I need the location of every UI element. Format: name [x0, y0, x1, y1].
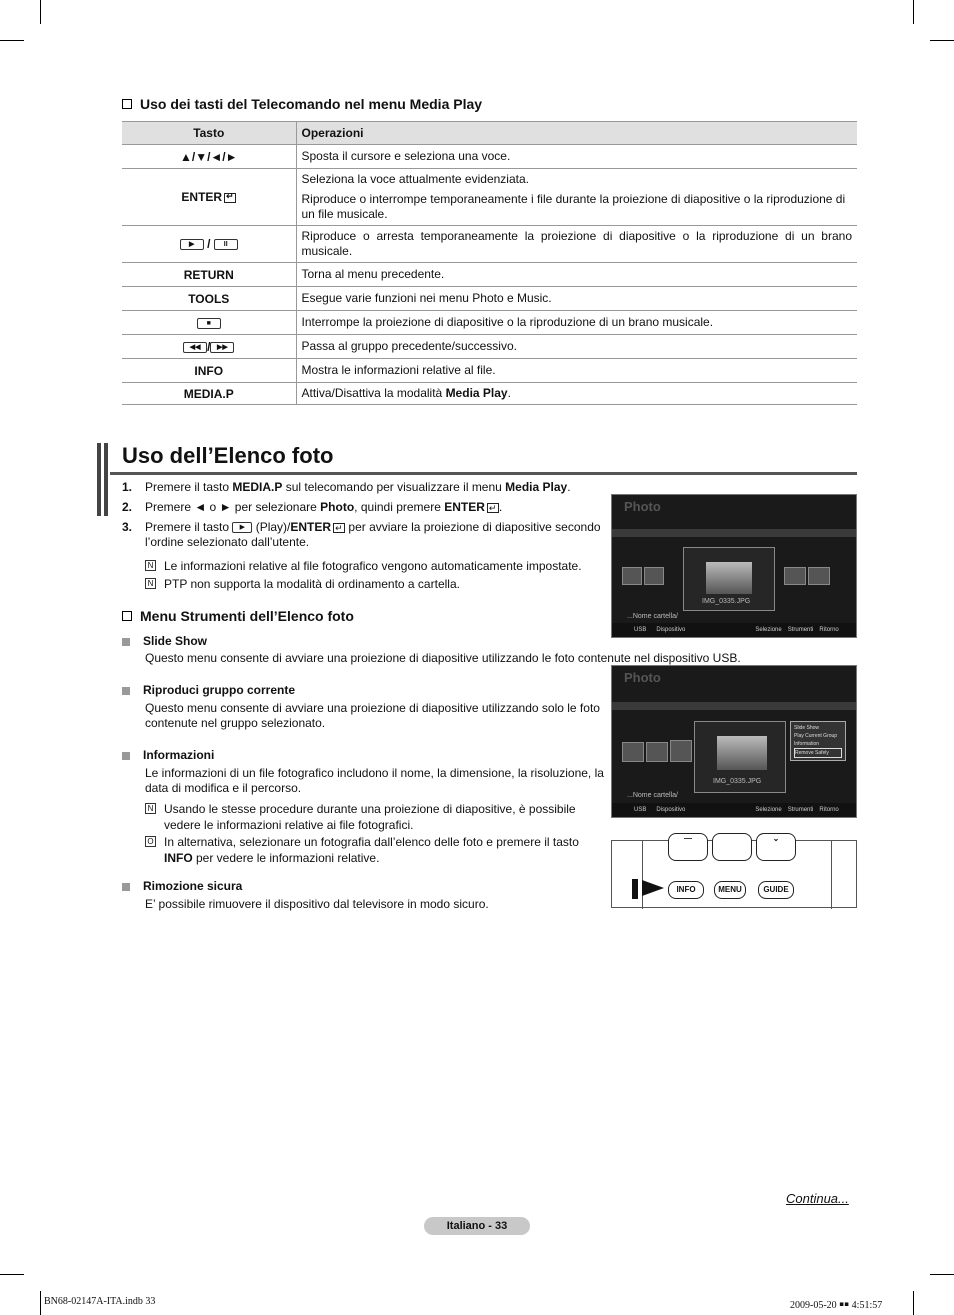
screen-footer: USB Dispositivo Selezione Strumenti Ritorno — [612, 623, 856, 637]
remote-keys-heading: Uso dei tasti del Telecomando nel menu Media Play — [122, 96, 482, 112]
square-bullet-icon — [122, 883, 130, 891]
list-item: 1. Premere il tasto MEDIA.P sul telecomando per visualizzare il menu Media Play. — [122, 480, 571, 494]
photo-tools-screen — [611, 665, 857, 818]
key-cell: RETURN — [122, 263, 296, 287]
table-row: ENTER↵ Seleziona la voce attualmente evidenziata. Riproduce o interrompe temporaneamente i file durante la proiezione di diapositive o la riproduzione di un file musicale. — [122, 169, 857, 226]
file-name: IMG_0335.JPG — [713, 778, 762, 785]
page-title: Uso dell’Elenco foto — [122, 443, 334, 468]
menu-item-slide-show: Slide Show Questo menu consente di avviare una proiezione di diapositive utilizzando le foto contenute nel dispositivo USB. — [145, 634, 765, 666]
key-cell: ▲/▼/◄/► — [122, 145, 296, 169]
table-row: RETURN Torna al menu precedente. — [122, 263, 857, 287]
thumbnail — [644, 567, 664, 585]
popup-item[interactable]: Play Current Group — [794, 733, 838, 739]
thumbnail — [670, 740, 692, 762]
print-file-name: BN68-02147A-ITA.indb 33 — [44, 1296, 156, 1307]
column-header-key: Tasto — [122, 122, 296, 145]
key-cell: ▶ / II — [122, 226, 296, 263]
photo-preview — [683, 547, 775, 611]
table-row: ▲/▼/◄/► Sposta il cursore e seleziona una voce. — [122, 145, 857, 169]
folder-path: ...Nome cartella/ — [627, 792, 678, 799]
tools-menu-heading: Menu Strumenti dell’Elenco foto — [122, 608, 354, 624]
popup-item-selected[interactable]: Remove Safely — [794, 748, 842, 758]
menu-item-information: Informazioni Le informazioni di un file fotografico includono il nome, la dimensione, la risoluzione, la data di modifica e il percorso. — [145, 748, 605, 796]
print-date: 2009-05-20 ￭￭ 4:51:57 — [790, 1300, 883, 1311]
column-header-operations: Operazioni — [296, 122, 857, 145]
crop-mark — [40, 1291, 41, 1315]
rewind-button-icon: ◀◀ — [183, 342, 207, 353]
thumbnail — [646, 742, 668, 762]
guide-button: GUIDE — [758, 881, 794, 899]
enter-icon — [487, 503, 499, 513]
key-cell — [122, 311, 296, 335]
section-bar — [104, 443, 108, 516]
tools-popup-menu — [790, 721, 846, 761]
note-icon: N — [145, 578, 156, 589]
checkbox-bullet-icon — [122, 99, 132, 109]
folder-path: ...Nome cartella/ — [627, 613, 678, 620]
crop-mark — [913, 0, 914, 24]
down-button: ⌄ — [756, 833, 796, 861]
popup-item[interactable]: Information — [794, 741, 820, 747]
table-row: ■ Interrompe la proiezione di diapositive o la riproduzione di un brano musicale. — [122, 311, 857, 335]
menu-item-play-group: Riproduci gruppo corrente Questo menu consente di avviare una proiezione di diapositive utilizzando solo le foto contenute nel gruppo selezionato. — [145, 683, 600, 731]
screen-title: Photo — [624, 499, 661, 514]
list-item: 3. Premere il tasto ▶ (Play)/ENTER↵ per avviare la proiezione di diapositive secondo l’ordine selezionato dall’utente. — [122, 520, 602, 550]
title-divider — [110, 472, 857, 475]
popup-item[interactable]: Slide Show — [794, 725, 820, 731]
key-cell: ◀◀ / ▶▶ — [122, 335, 296, 359]
thumbnail — [622, 567, 642, 585]
table-header-row — [122, 122, 857, 145]
photo-list-screen — [611, 494, 857, 638]
stop-button-icon: ■ — [197, 318, 221, 329]
remote-illustration — [611, 834, 857, 908]
section-bar — [97, 443, 101, 516]
page-number: Italiano - 33 — [424, 1217, 530, 1235]
pause-button-icon: II — [214, 239, 238, 250]
crop-mark — [0, 40, 24, 41]
file-name: IMG_0335.JPG — [702, 598, 751, 605]
enter-icon — [224, 193, 236, 203]
play-button-icon: ▶ — [232, 522, 252, 533]
table-row: MEDIA.P Attiva/Disattiva la modalità Media Play. — [122, 383, 857, 405]
crop-mark — [930, 40, 954, 41]
photo-thumbnail — [706, 562, 752, 594]
square-bullet-icon — [122, 638, 130, 646]
photo-thumbnail — [717, 736, 767, 770]
crop-mark — [0, 1274, 24, 1275]
info-button: INFO — [668, 881, 704, 899]
menu-item-safe-remove: Rimozione sicura E’ possibile rimuovere il dispositivo dal televisore in modo sicuro. — [145, 879, 605, 912]
screen-footer: USB Dispositivo Selezione Strumenti Ritorno — [612, 803, 856, 817]
source-button — [712, 833, 752, 861]
note: O In alternativa, selezionare un fotografia dall’elenco delle foto e premere il tasto INFO per vedere le informazioni relative. — [145, 834, 600, 866]
menu-button: MENU — [714, 881, 746, 899]
forward-button-icon: ▶▶ — [210, 342, 234, 353]
thumbnail — [808, 567, 830, 585]
key-cell: TOOLS — [122, 287, 296, 311]
key-cell: MEDIA.P — [122, 383, 296, 405]
minus-button: — — [668, 833, 708, 861]
note: N PTP non supporta la modalità di ordinamento a cartella. — [145, 576, 605, 592]
table-row: ◀◀ / ▶▶ Passa al gruppo precedente/successivo. — [122, 335, 857, 359]
play-button-icon: ▶ — [180, 239, 204, 250]
continue-link: Continua... — [786, 1191, 849, 1206]
square-bullet-icon — [122, 687, 130, 695]
table-row: ▶ / II Riproduce o arresta temporaneamente la proiezione di diapositive o la riproduzione di un brano musicale. — [122, 226, 857, 263]
screen-title: Photo — [624, 670, 661, 685]
thumbnail — [784, 567, 806, 585]
tip-icon: O — [145, 836, 156, 847]
crop-mark — [40, 0, 41, 24]
remote-keys-table — [122, 121, 857, 405]
thumbnail — [622, 742, 644, 762]
enter-icon — [333, 523, 345, 533]
note: N Usando le stesse procedure durante una proiezione di diapositive, è possibile vedere le informazioni relative ai file fotografici. — [145, 801, 600, 833]
crop-mark — [913, 1291, 914, 1315]
table-row: TOOLS Esegue varie funzioni nei menu Photo e Music. — [122, 287, 857, 311]
table-row: INFO Mostra le informazioni relative al file. — [122, 359, 857, 383]
key-cell: ENTER↵ — [122, 169, 296, 226]
list-item: 2. Premere ◄ o ► per selezionare Photo, quindi premere ENTER↵ . — [122, 500, 602, 515]
key-cell: INFO — [122, 359, 296, 383]
note-icon: N — [145, 560, 156, 571]
crop-mark — [930, 1274, 954, 1275]
photo-preview — [694, 721, 786, 793]
square-bullet-icon — [122, 752, 130, 760]
steps-list — [122, 480, 602, 555]
note: N Le informazioni relative al file fotografico vengono automaticamente impostate. — [145, 558, 605, 574]
checkbox-bullet-icon — [122, 611, 132, 621]
note-icon: N — [145, 803, 156, 814]
